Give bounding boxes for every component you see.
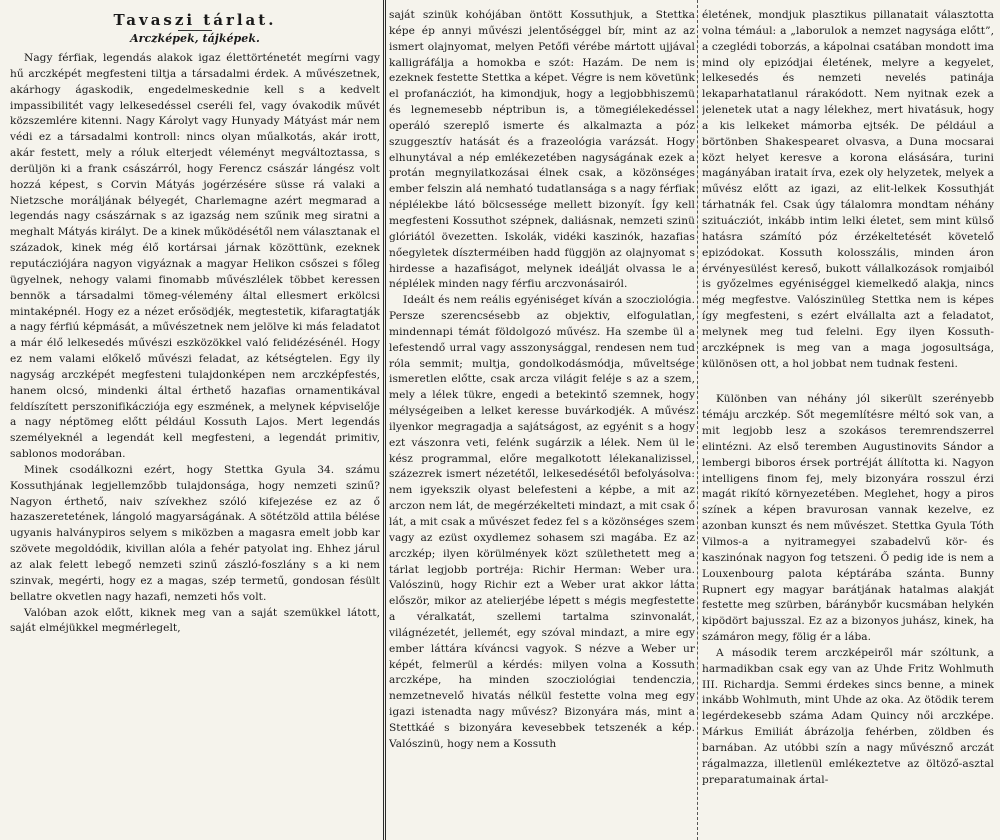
- paragraph: saját szinük kohójában öntött Kossuthjuk, a Stettka képe ép annyi művészi jelentőséggel bír, mint az az ismert olajnyomat, melyen Petőfi vérébe mártott ujjával kalligráfálja a homokba e szót: Hazám. De nem is ezeknek festette Stettka a képet. Végre is nem követünk el profanácziót, ha kimondjuk, hogy a legjobbhiszemü és legnemesebb néptribun is, a tömegiélekedéssel operáló szereplő ismerte és alkalmazta a póz szuggesztív hatását és a frazeológia varázsát. Hogy elhunytával a nép emlékezetében nagyságának ezek a protán megnyilatkozásai élnek csak, a közönséges ember felszin alá nemható tudatlansága s a nagy férfiak néplélekbe látó bölcsessége mellett bizonyít. Így kell megfesteni Kossuthot szépnek, daliásnak, nemzeti szinü glóriától övezetten. Iskolák, vidéki kaszinók, hazafias nőegyletek díszterméiben hadd függjön az olajnyomat s hirdesse a hazafiságot, melynek ideálját olvassa le a néplélek minden nagy férfiu arczvonásairól.: [389, 9, 695, 291]
- column-3: [702, 8, 994, 834]
- paragraph: Különben van néhány jól sikerült szerényebb témáju arczkép. Sőt megemlítésre méltó sok van, a mit legjobb lesz a szokásos teremrendszerrel elintézni. Az első teremben Augustinovits Sándor a lembergi biboros érsek portréját állította ki. Nagyon intelligens finom fej, mely bizonyára rosszul érzi magát rikító környezetében. Meglehet, hogy a piros színek a képen bravurosan vannak kezelve, ez azonban kunszt és nem művészet. Stettka Gyula Tóth Vilmos-a a nyitramegyei szabadelvű kör- és kaszinónak nagyon fog tetszeni. Ő pedig ide is nem a Louxenbourg palota képtárába szánta. Bunny Rupnert egy magyar barátjának hatalmas alakját festette meg szürben, báránybőr kucsmában helykén kipödört bajusszal. Ez az a bizonyos juhász, kinek, ha számáron megy, fölig ér a lába.: [702, 393, 994, 644]
- article-title: Tavaszi tárlat.: [113, 11, 277, 29]
- column-2: [389, 8, 695, 834]
- column-1: [10, 8, 380, 834]
- paragraph: Minek csodálkozni ezért, hogy Stettka Gyula 34. számu Kossuthjának legjellemzőbb tulajdonsága, hogy nemzeti szinű? Nagyon érthető, naiv szívekhez szóló kifejezése ez az ő hazaszeretetének, lángoló magyarságának. A sötétzöld attila bélése ugyanis halványpiros selyem s miközben a magasra emelt jobb kar szövete megoldódik, kivillan alóla a fehér patyolat ing. Ehhez járul az alak felett lebegő nemzeti szinű zászló-foszlány s a ki nem szinvak, megérti, hogy ez a magas, szép termetű, gondosan fésült bellatre okvetlen nagy hazafi, nemzeti hős volt.: [10, 463, 380, 603]
- paragraph: Nagy férfiak, legendás alakok igaz élettörténetét megírni vagy hű arczképét megfesteni tiltja a társadalmi érdek. A művészetnek, akárhogy ágaskodik, engedelmeskednie kell s a kedvelt impassibilitét vagy lelkesedéssel cseréli fel, vagy óvakodik művét közszemlére kitenni. Nagy Károlyt vagy Hunyady Mátyást már nem védi ez a társadalmi kontroll: nincs olyan műalkotás, akár irott, akár festett, mely a róluk elterjedt véleményt megváltoztassa, s derüljön ki a frank császárról, hogy Ferencz császár lángész volt hozzá képest, s Corvin Mátyás jogérzésére süsse rá valaki a Nietzsche moráljának bélyegét, Charlemagne azért megmarad a legendás nagy császárnak s az igazság nem szűnik meg siratni a meghalt Mátyás királyt. De a kinek működésétől nem választanak el századok, kinek még élő kortársai járnak közöttünk, ezeknek reputácziójára nagyon vigyáznak a magyar Helikon csőszei s főleg ügyelnek, nehogy valami finomabb művészlélek többet keressen bennök a társadalmi tömeg-vélemény által ellesmert erkölcsi mintaképnél. Hogy ez a nézet erősödjék, megtestetik, kifaragtatják a nagy férfiú képmását, a művészetnek nem jelölve ki más feladatot a már élő lelkesedés művészi eszközökkel való felidézésénél. Hogy ez nem valami előkelő művészi feladat, az kétségtelen. Egy ily nagyság arczképét megfesteni tulajdonképen nem arczképfestés, hanem olcsó, mindenki által érthető hazafias ornamentikával feldíszített perszonifikácziója egy eszmének, a melynek képviselője a nagy néptömeg előtt például Kossuth Lajos. Mert legendás személyeknél a legendát kell megfesteni, a legendát primitiv, sablonos modorában.: [10, 52, 380, 461]
- article-subtitle: Arczképek, tájképek.: [130, 32, 260, 45]
- paragraph: A második terem arczképeiről már szóltunk, a harmadikban csak egy van az Uhde Fritz Wohlmuth III. Richardja. Semmi érdekes sincs benne, a minek inkább Wohlmuth, mint Uhde az oka. Az ötödik terem legérdekesebb száma Adam Quincy női arczképe. Márkus Emiliát ábrázolja fehérben, zöldben és barnában. Az utóbbi szín a nagy művésznő arczát rágalmazza, illetlenül emlékeztetve az öltöző-asztal preparatumainak ártal-: [702, 646, 994, 786]
- paragraph: Valóban azok előtt, kiknek meg van a saját szemükkel látott, saját elméjükkel megmérlegelt,: [10, 606, 380, 635]
- column-rule: [385, 0, 386, 840]
- column-rule: [697, 0, 698, 840]
- paragraph: életének, mondjuk plasztikus pillanatait választotta volna témául: a „laborulok a nemzet nagysága előtt”, a czeglédi toborzás, a kápolnai csatában mondott ima mind oly epizódjai életének, melyre a kegyelet, lelkesedés és nemzeti nevelés patinája lekaparhatatlanul rárakódott. Nem nyitnak ezek a jelenetek utat a nagy lélekhez, mert hivatásuk, hogy a kis lelkeket mámorba ejtsék. De például a börtönben Shakespearet olvasva, a Duna mocsarai közt helyet keresve a korona elásására, turini magányában iratait írva, ezek oly helyzetek, melyek a művész előtt az igazi, az elit-lelkek Kossuthját tárhatnák fel. Csak úgy tálalomra mondtam néhány szituácziót, inkább intim lelki életet, sem mint külső hatásra számító póz érzékeltetését követelő epizódokat. Kossuth kolosszális, minden áron érvényesülést kereső, bukott vállalkozások romjaiból is győzelmes egyéniséggel kiemelkedő alakja, nincs még megfestve. Valószinüleg Stettka nem is képes így megfesteni, s ezért elvállalta azt a feladatot, melynek meg tud felelni. Egy ilyen Kossuth-arczképnek is meg van a maga jogosultsága, különösen ott, a hol jobbat nem tudnak festeni.: [702, 9, 994, 370]
- column-rule: [383, 0, 384, 840]
- paragraph: Ideált és nem reális egyéniséget kíván a szocziológia. Persze szerencsésebb az objektiv, elfogulatlan, mindennapi témát földolgozó művész. Ha szembe ül a lefestendő urral vagy asszonysággal, rendesen nem tud róla semmit; multja, gondolkodásmódja, műveltsége ismeretlen előtte, csak arcza világit feléje s az a szem, mely a lélek tükre, engedi a betekintő szemnek, hogy mélységeiben a lelket keresse buvárkodjék. A művész ilyenkor megragadja a sajátságost, az egyénit s a hogy ezt vászonra veti, felénk sugárzik a lélek. Nem ül le kész programmal, előre megalkotott lélekanalizissel, százezrek ismert nézetétől, lelkesedésétől befolyásolva: nem igyekszik olyast belefesteni a képbe, a mit az arczon nem lát, de megérzékelteti mindazt, a mit csak ő lát, a mit csak a művészet fedez fel s a közönséges szem vagy az ezüst oxydlemez sohasem szi magába. Ez az arczkép; ilyen körülmények közt születhetett meg a tárlat legjobb portréja: Richir Herman: Weber ura. Valószinü, hogy Richir ezt a Weber urat akkor látta először, mikor az atelierjébe lépett s mégis megfestette a véralkatát, szellemi tartalma szinvonalát, világnézetét, jellemét, egy szóval mindazt, a mire egy ember láttára kíváncsi vagyok. S nézve a Weber ur képét, felmerül a kérdés: milyen volna a Kossuth arczképe, ha minden szocziológiai tendenczia, nemzetnevelő hivatás nélkül festette volna meg egy igazi istenadta nagy művész? Bizonyára más, mint a Stettkáé s bizonyára kevesebbek tetszenék a kép. Valószinü, hogy nem a Kossuth: [389, 294, 695, 750]
